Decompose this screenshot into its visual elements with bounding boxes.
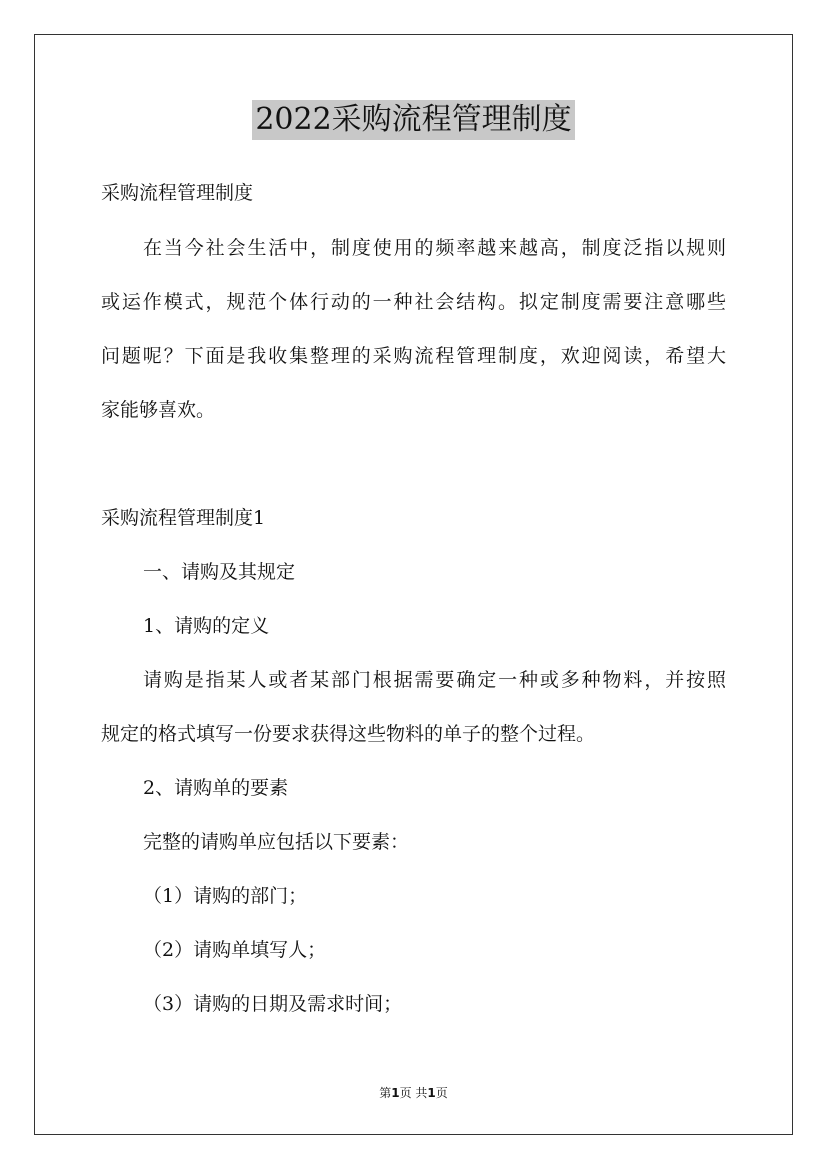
item-heading-1: 1、请购的定义 (143, 615, 270, 637)
definition-line-2: 规定的格式填写一份要求获得这些物料的单子的整个过程。 (101, 723, 596, 745)
footer-page-number: 1 (391, 1086, 400, 1100)
document-title: 2022采购流程管理制度 (252, 100, 574, 140)
page-footer (0, 1084, 827, 1101)
subtitle: 采购流程管理制度 (101, 182, 254, 204)
section-heading: 采购流程管理制度1 (101, 507, 266, 529)
element-item: （2）请购单填写人； (143, 939, 327, 961)
element-item: （1）请购的部门； (143, 885, 308, 907)
footer-total-pages: 1 (427, 1086, 436, 1100)
elements-intro: 完整的请购单应包括以下要素： (143, 831, 410, 853)
item-heading-2: 2、请购单的要素 (143, 777, 289, 799)
element-item: （3）请购的日期及需求时间； (143, 993, 403, 1015)
title-container (0, 100, 827, 140)
intro-line-1: 在当今社会生活中，制度使用的频率越来越高，制度泛指以规则 (143, 237, 726, 259)
intro-line-2: 或运作模式，规范个体行动的一种社会结构。拟定制度需要注意哪些 (101, 291, 726, 313)
footer-mid: 页 共 (399, 1086, 428, 1100)
definition-line-1: 请购是指某人或者某部门根据需要确定一种或多种物料，并按照 (143, 669, 726, 691)
footer-prefix: 第 (379, 1086, 392, 1100)
footer-suffix: 页 (435, 1086, 448, 1100)
intro-line-4: 家能够喜欢。 (101, 399, 216, 421)
intro-line-3: 问题呢？下面是我收集整理的采购流程管理制度，欢迎阅读，希望大 (101, 345, 726, 367)
part-heading: 一、请购及其规定 (143, 561, 296, 583)
